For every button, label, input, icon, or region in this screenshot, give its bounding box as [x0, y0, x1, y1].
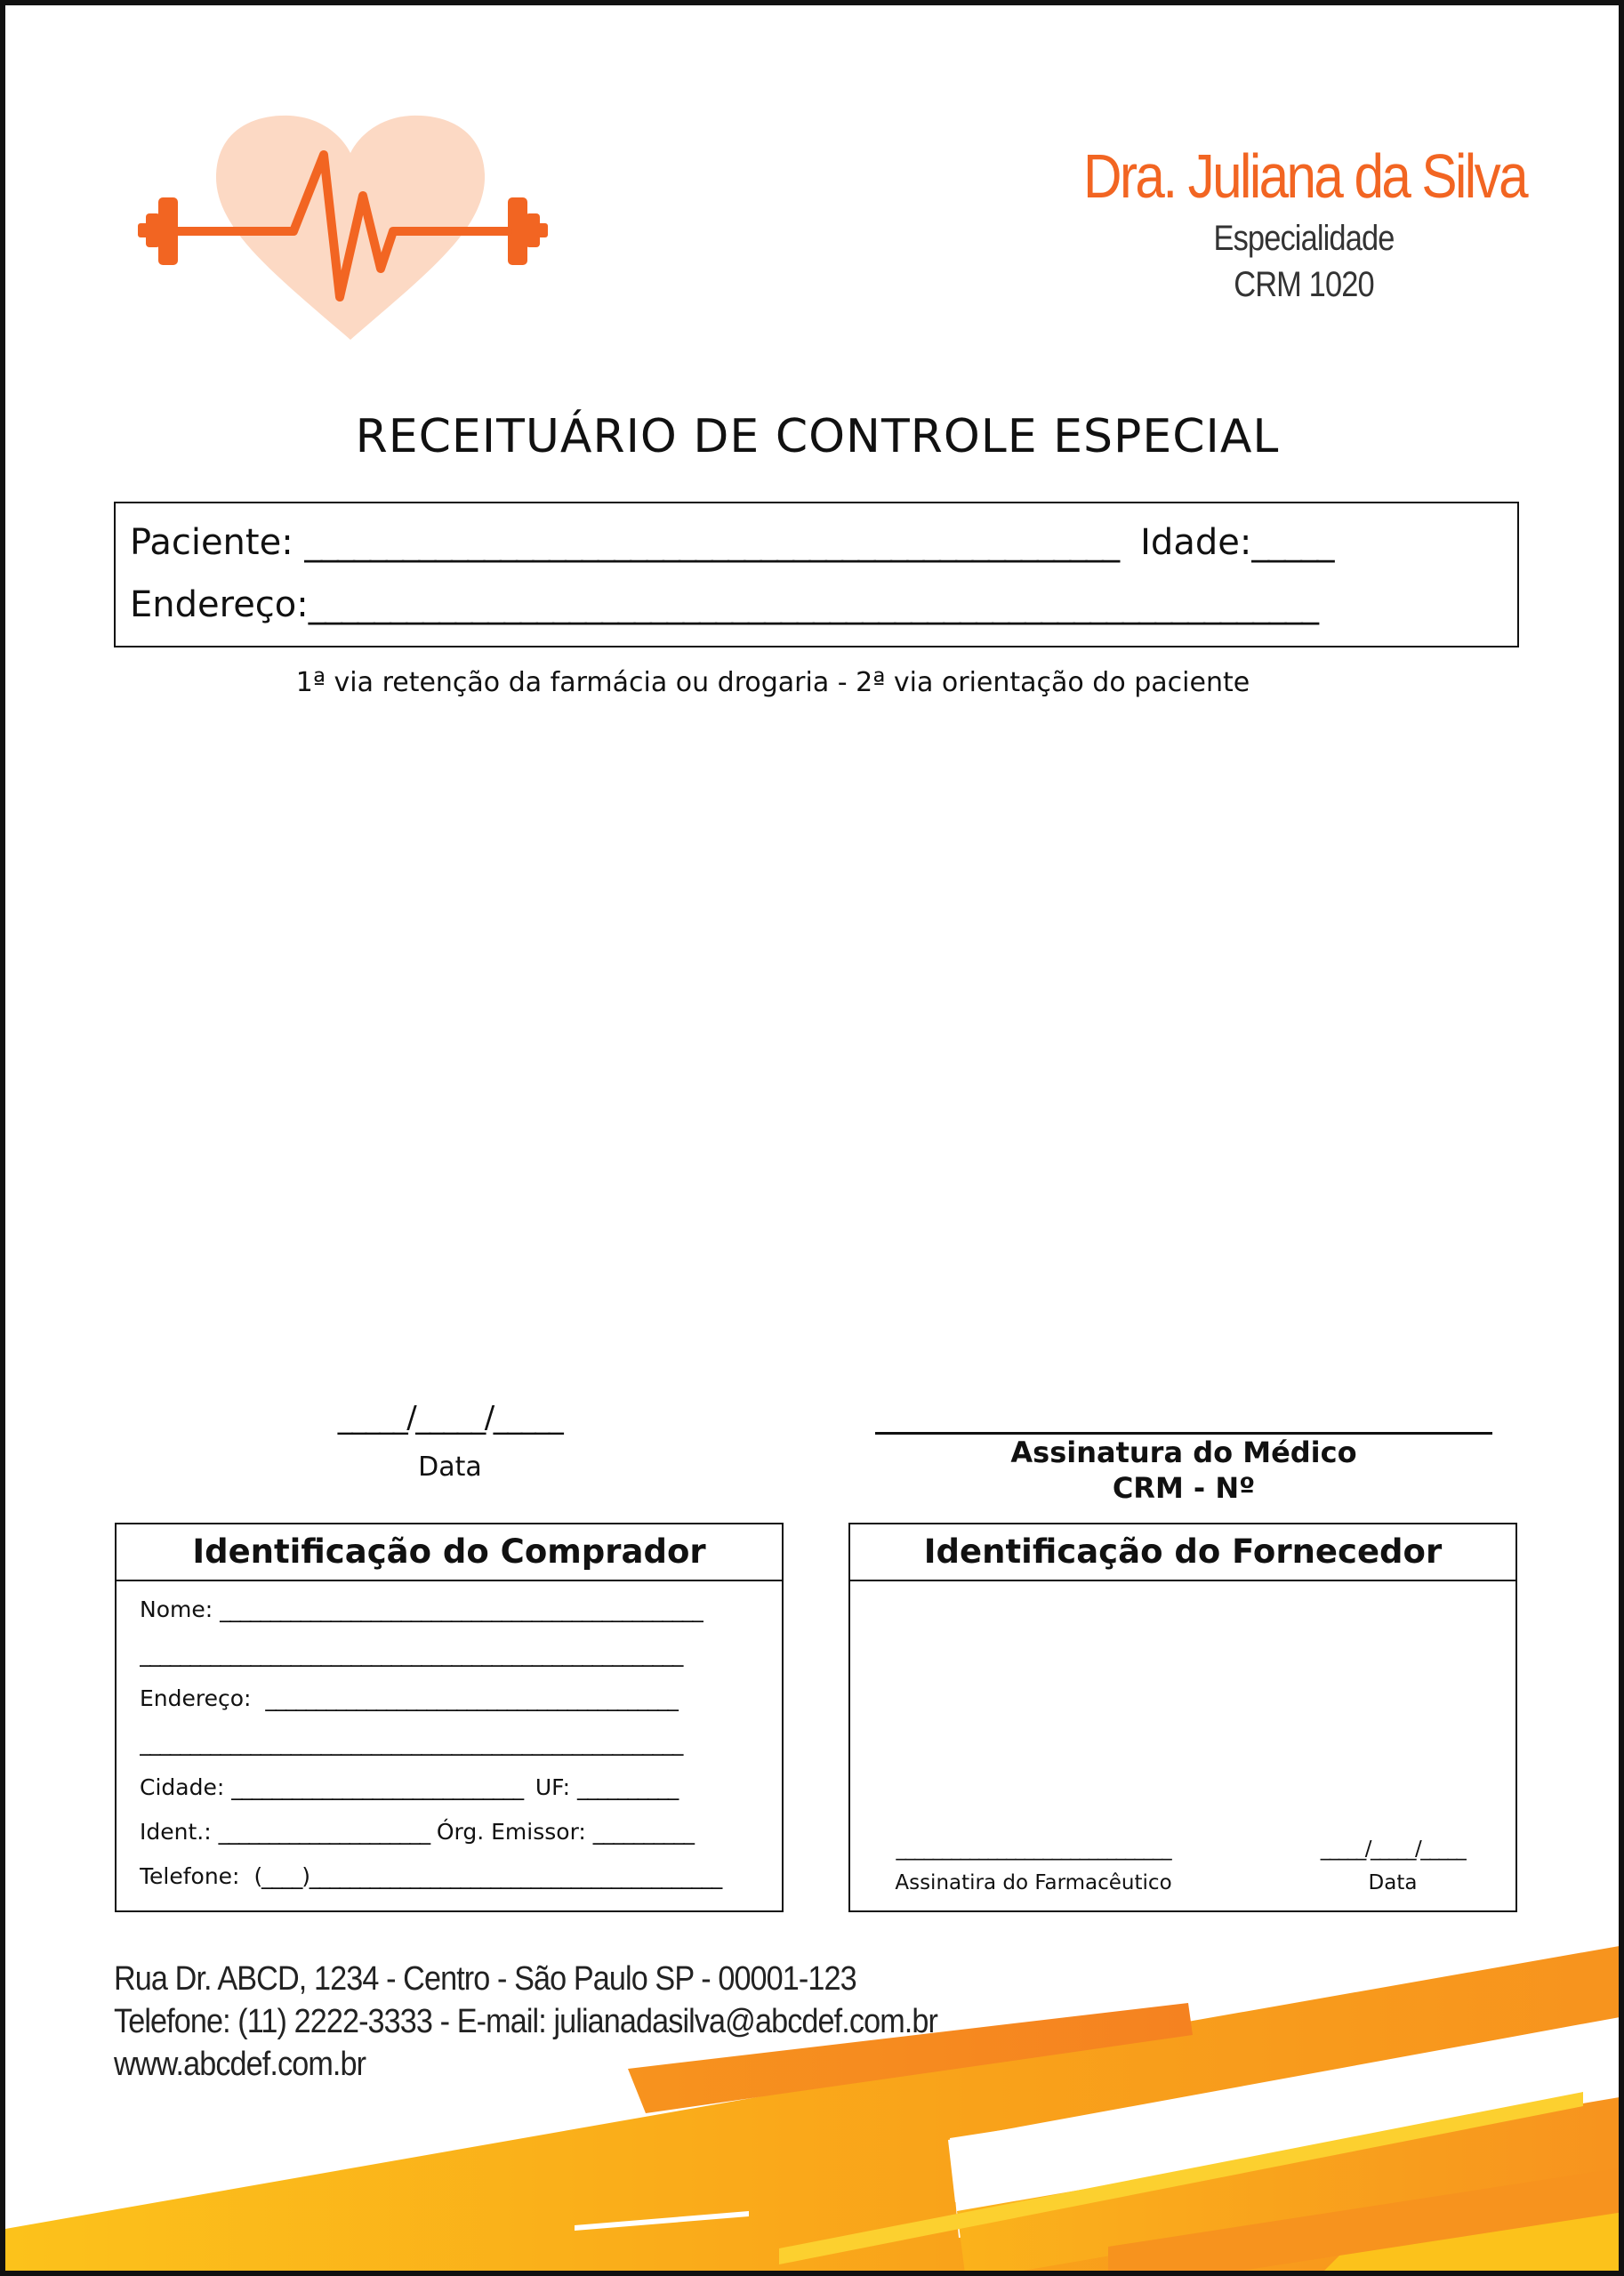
dumbbell-left-plate-small — [146, 213, 160, 247]
buyer-phone-label: Telefone: — [140, 1863, 240, 1889]
patient-address-row — [130, 582, 1317, 628]
supplier-date-field[interactable]: _____/_____/_____ — [1320, 1838, 1466, 1861]
pharmacist-signature-label: Assinatira do Farmacêutico — [895, 1871, 1172, 1894]
buyer-name-field-2[interactable]: ______________________________________________________ — [140, 1641, 683, 1667]
patient-age-field[interactable]: _____ — [1251, 522, 1333, 563]
buyer-address-label: Endereço: — [140, 1685, 252, 1711]
buyer-phone-row — [140, 1862, 759, 1891]
buyer-identification-box — [115, 1523, 784, 1912]
buyer-ident-field[interactable]: _____________________ — [218, 1819, 430, 1845]
footer-address: Rua Dr. ABCD, 1234 - Centro - São Paulo SP - 00001-123 — [114, 1960, 856, 1998]
buyer-city-label: Cidade: — [140, 1774, 225, 1800]
supplier-identification-title: Identificação do Fornecedor — [850, 1524, 1515, 1581]
patient-name-field[interactable]: __________________________________________________ — [304, 522, 1119, 563]
supplier-date-label: Data — [1368, 1871, 1418, 1894]
prescription-date-field[interactable]: _____/_____/_____ — [337, 1400, 563, 1436]
document-title: RECEITUÁRIO DE CONTROLE ESPECIAL — [355, 410, 1280, 463]
footer-contact: Telefone: (11) 2222-3333 - E-mail: julianadasilva@abcdef.com.br — [114, 2003, 938, 2040]
heart-dumbbell-pulse-icon — [130, 103, 575, 352]
buyer-address-row — [140, 1685, 759, 1713]
buyer-city-row — [140, 1773, 759, 1802]
dumbbell-right-end — [537, 223, 548, 237]
patient-address-label: Endereço: — [130, 584, 309, 625]
doctor-signature-label: Assinatura do Médico — [1010, 1436, 1357, 1469]
pharmacist-signature-field[interactable]: ______________________________ — [896, 1838, 1171, 1861]
supplier-identification-box — [848, 1523, 1517, 1912]
buyer-name-label: Nome: — [140, 1596, 213, 1622]
buyer-name-row — [140, 1596, 759, 1624]
prescription-area[interactable] — [114, 717, 1519, 1375]
doctor-signature-line[interactable] — [875, 1432, 1492, 1435]
footer-website[interactable]: www.abcdef.com.br — [114, 2046, 366, 2083]
buyer-name-field[interactable]: ________________________________________________ — [220, 1596, 703, 1622]
patient-name-label: Paciente: — [130, 522, 293, 563]
doctor-crm-label: CRM - Nº — [1112, 1471, 1256, 1505]
buyer-address-row-2 — [140, 1729, 759, 1757]
buyer-issuer-label: Órg. Emissor: — [436, 1819, 586, 1845]
patient-name-row — [130, 519, 1333, 566]
buyer-uf-label: UF: — [535, 1774, 571, 1800]
buyer-address-field-2[interactable]: ______________________________________________________ — [140, 1730, 683, 1756]
patient-address-field[interactable]: ______________________________________________________________ — [308, 584, 1318, 625]
prescription-date-label: Data — [418, 1452, 482, 1483]
buyer-ident-row — [140, 1818, 759, 1846]
buyer-issuer-field[interactable]: __________ — [592, 1819, 694, 1845]
buyer-ident-label: Ident.: — [140, 1819, 212, 1845]
doctor-specialty: Especialidade — [1213, 219, 1395, 258]
doctor-crm: CRM 1020 — [1234, 265, 1374, 304]
buyer-uf-field[interactable]: __________ — [577, 1774, 679, 1800]
buyer-phone-field[interactable]: (____)_________________________________________ — [253, 1863, 722, 1889]
via-note: 1ª via retenção da farmácia ou drogaria - 2ª via orientação do paciente — [295, 667, 1250, 698]
buyer-city-field[interactable]: _____________________________ — [231, 1774, 523, 1800]
patient-box — [114, 502, 1519, 647]
buyer-name-row-2 — [140, 1640, 759, 1669]
buyer-identification-title: Identificação do Comprador — [117, 1524, 782, 1581]
doctor-name: Dra. Juliana da Silva — [1083, 141, 1526, 211]
patient-age-label: Idade: — [1140, 522, 1252, 563]
buyer-address-field[interactable]: _________________________________________ — [265, 1685, 678, 1711]
